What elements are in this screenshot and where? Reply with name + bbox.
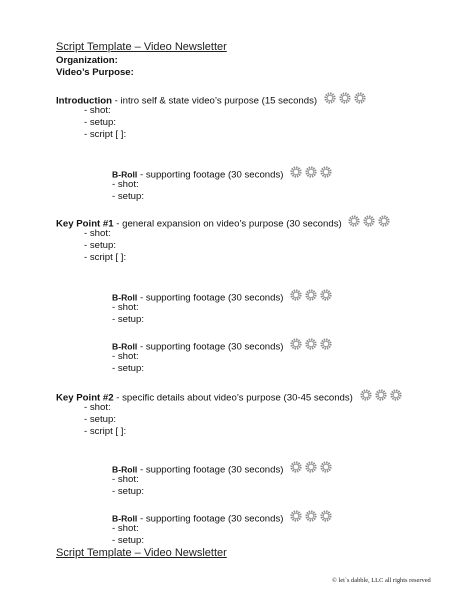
key-point-1-label: Key Point #1: [56, 218, 114, 230]
broll-description: - supporting footage (30 seconds): [137, 464, 284, 476]
setup-item: - setup:: [112, 363, 144, 374]
gear-icon: [319, 337, 333, 351]
introduction-label: Introduction: [56, 95, 112, 107]
key-point-2-description: - specific details about video’s purpose (30-45 seconds): [113, 392, 353, 404]
broll-label: B-Roll: [112, 169, 138, 180]
rating-gears: [289, 337, 334, 355]
broll-description: - supporting footage (30 seconds): [137, 169, 284, 181]
copyright-footer: © let`s dabble, LLC all rights reserved: [332, 577, 431, 584]
broll-heading: [112, 461, 334, 479]
script-item: - script [ ]:: [84, 252, 127, 263]
gear-icon: [289, 165, 303, 179]
shot-item: - shot:: [84, 228, 111, 239]
shot-item: - shot:: [112, 351, 139, 362]
gear-icon: [289, 337, 303, 351]
rating-gears: [289, 288, 334, 306]
video-purpose-label: Video’s Purpose:: [56, 67, 134, 78]
gear-icon: [319, 288, 333, 302]
broll-description: - supporting footage (30 seconds): [137, 341, 284, 353]
setup-item: - setup:: [84, 240, 116, 251]
rating-gears: [289, 460, 334, 478]
shot-item: - shot:: [84, 105, 111, 116]
rating-gears: [347, 214, 392, 232]
setup-item: - setup:: [112, 314, 144, 325]
shot-item: - shot:: [112, 179, 139, 190]
setup-item: - setup:: [112, 191, 144, 202]
rating-gears: [323, 91, 368, 109]
gear-icon: [319, 460, 333, 474]
broll-description: - supporting footage (30 seconds): [137, 292, 284, 304]
rating-gears: [359, 388, 404, 406]
setup-item: - setup:: [112, 535, 144, 546]
gear-icon: [377, 214, 391, 228]
broll-label: B-Roll: [112, 341, 138, 352]
broll-label: B-Roll: [112, 464, 138, 475]
gear-icon: [353, 91, 367, 105]
shot-item: - shot:: [84, 402, 111, 413]
broll-description: - supporting footage (30 seconds): [137, 513, 284, 525]
gear-icon: [374, 388, 388, 402]
shot-item: - shot:: [112, 523, 139, 534]
setup-item: - setup:: [84, 117, 116, 128]
broll-heading: [112, 166, 334, 184]
page-title: Script Template – Video Newsletter: [56, 41, 227, 53]
key-point-2-label: Key Point #2: [56, 392, 114, 404]
setup-item: - setup:: [84, 414, 116, 425]
gear-icon: [304, 460, 318, 474]
gear-icon: [304, 337, 318, 351]
gear-icon: [323, 91, 337, 105]
gear-icon: [389, 388, 403, 402]
gear-icon: [319, 509, 333, 523]
rating-gears: [289, 509, 334, 527]
organization-label: Organization:: [56, 55, 118, 66]
gear-icon: [319, 165, 333, 179]
gear-icon: [347, 214, 361, 228]
page-title-bottom: Script Template – Video Newsletter: [56, 547, 227, 559]
gear-icon: [289, 509, 303, 523]
broll-label: B-Roll: [112, 292, 138, 303]
shot-item: - shot:: [112, 474, 139, 485]
gear-icon: [304, 165, 318, 179]
script-item: - script [ ]:: [84, 426, 127, 437]
gear-icon: [362, 214, 376, 228]
script-item: - script [ ]:: [84, 129, 127, 140]
rating-gears: [289, 165, 334, 183]
broll-label: B-Roll: [112, 513, 138, 524]
gear-icon: [338, 91, 352, 105]
broll-heading: [112, 338, 334, 356]
gear-icon: [304, 288, 318, 302]
broll-heading: [112, 510, 334, 528]
broll-heading: [112, 289, 334, 307]
gear-icon: [359, 388, 373, 402]
introduction-description: - intro self & state video’s purpose (15 seconds): [111, 95, 318, 107]
shot-item: - shot:: [112, 302, 139, 313]
key-point-1-description: - general expansion on video’s purpose (30 seconds): [113, 218, 342, 230]
gear-icon: [289, 288, 303, 302]
setup-item: - setup:: [112, 486, 144, 497]
gear-icon: [304, 509, 318, 523]
gear-icon: [289, 460, 303, 474]
